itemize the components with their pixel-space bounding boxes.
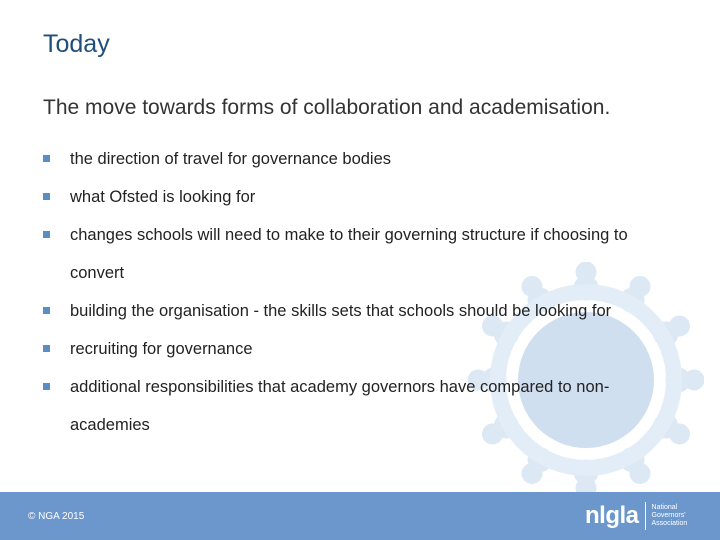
nga-logo — [585, 500, 687, 532]
footer-bar — [0, 492, 720, 540]
bullet-text: additional responsibilities that academy governors have compared to non-academies — [70, 378, 610, 434]
bullet-text: recruiting for governance — [70, 340, 253, 358]
bullet-text: the direction of travel for governance bodies — [70, 150, 392, 168]
logo-wordmark: nlgla — [585, 502, 639, 529]
bullet-list — [43, 140, 683, 444]
square-bullet-icon — [43, 155, 50, 162]
square-bullet-icon — [43, 193, 50, 200]
copyright-text: © NGA 2015 — [28, 511, 85, 522]
bullet-item — [43, 140, 683, 178]
square-bullet-icon — [43, 231, 50, 238]
bullet-text: changes schools will need to make to their governing structure if choosing to convert — [70, 226, 628, 282]
bullet-item — [43, 178, 683, 216]
bullet-item — [43, 330, 683, 368]
logo-divider — [645, 502, 646, 530]
intro-text: The move towards forms of collaboration and academisation. — [43, 96, 611, 119]
square-bullet-icon — [43, 383, 50, 390]
logo-line: National — [651, 504, 678, 511]
bullet-text: building the organisation - the skills sets that schools should be looking for — [70, 302, 612, 320]
bullet-item — [43, 216, 683, 292]
bullet-item — [43, 368, 683, 444]
slide-title: Today — [43, 30, 110, 58]
logo-line: Association — [651, 520, 688, 527]
square-bullet-icon — [43, 345, 50, 352]
logo-line: Governors' — [651, 512, 686, 519]
logo-text — [652, 504, 688, 528]
square-bullet-icon — [43, 307, 50, 314]
bullet-item — [43, 292, 683, 330]
bullet-text: what Ofsted is looking for — [70, 188, 256, 206]
